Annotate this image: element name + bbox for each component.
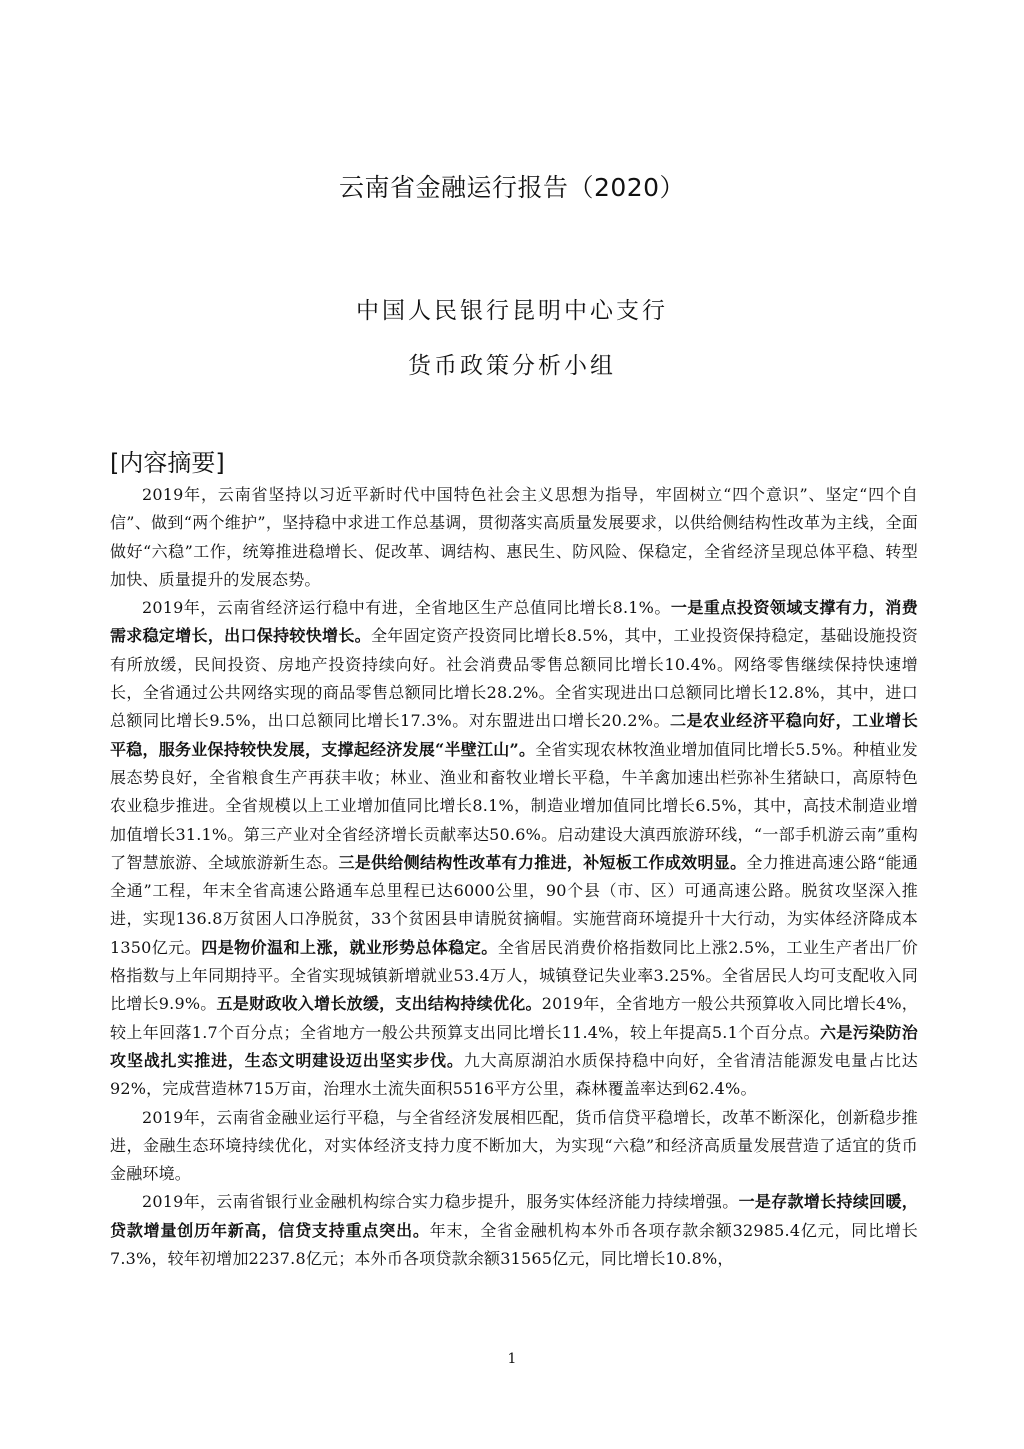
paragraph-text: 2019年，云南省经济运行稳中有进，全省地区生产总值同比增长8.1%。 (142, 598, 671, 618)
section-heading: [内容摘要] (110, 449, 225, 477)
paragraph-text: 2019年，全省地方一般公共预算收入同比增长4%，较上年回落1.7个百分点；全省地方一般公共预算支出同比增长11.4%，较上年提高5.1个百分点。 (110, 994, 918, 1042)
body-paragraph (110, 481, 918, 594)
bold-key-point: 三是供给侧结构性改革有力推进，补短板工作成效明显。 (338, 852, 747, 872)
bold-key-point: 二是农业经济平稳向好，工业增长平稳，服务业保持较快发展，支撑起经济发展“半壁江山”。 (110, 711, 918, 759)
paragraph-text: 九大高原湖泊水质保持稳中向好，全省清洁能源发电量占比达92%，完成营造林715万亩，治理水土流失面积5516平方公里，森林覆盖率达到62.4%。 (110, 1050, 918, 1099)
paragraph-text: 年末，全省金融机构本外币各项存款余额32985.4亿元，同比增长7.3%，较年初增加2237.8亿元；本外币各项贷款余额31565亿元，同比增长10.8%， (110, 1220, 918, 1269)
bold-key-point: 一是重点投资领域支撑有力，消费需求稳定增长，出口保持较快增长。 (110, 598, 918, 646)
body-paragraph (110, 594, 918, 1103)
paragraph-text: 全省居民消费价格指数同比上涨2.5%，工业生产者出厂价格指数与上年同期持平。全省实现城镇新增就业53.4万人，城镇登记失业率3.25%。全省居民人均可支配收入同比增长9.9%。 (110, 937, 918, 1014)
bold-key-point: 四是物价温和上涨，就业形势总体稳定。 (201, 937, 498, 957)
paragraph-text: 全年固定资产投资同比增长8.5%，其中，工业投资保持稳定，基础设施投资有所放缓，民间投资、房地产投资持续向好。社会消费品零售总额同比增长10.4%。网络零售继续保持快速增长，全省通过公共网络实现的商品零售总额同比增长28.2%。全省实现进出口总额同比增长12.8%，其中，进口总额同比增长9.5%，出口总额同比增长17.3%。对东盟进出口增长20.2%。 (110, 626, 918, 731)
body-paragraph (110, 1104, 918, 1189)
page-number: 1 (507, 1351, 517, 1367)
author-group: 货币政策分析小组 (408, 353, 616, 379)
author-organization: 中国人民银行昆明中心支行 (356, 298, 668, 324)
paragraph-text: 2019年，云南省银行业金融机构综合实力稳步提升，服务实体经济能力持续增强。 (142, 1192, 739, 1212)
paragraph-text: 全力推进高速公路“能通全通”工程，年末全省高速公路通车总里程已达6000公里，90个县（市、区）可通高速公路。脱贫攻坚深入推进，实现136.8万贫困人口净脱贫，33个贫困县申请脱贫摘帽。实施营商环境提升十大行动，为实体经济降成本1350亿元。 (110, 852, 918, 957)
document-body (110, 481, 918, 1273)
paragraph-text: 2019年，云南省坚持以习近平新时代中国特色社会主义思想为指导，牢固树立“四个意识”、坚定“四个自信”、做到“两个维护”，坚持稳中求进工作总基调，贯彻落实高质量发展要求，以供给侧结构性改革为主线，全面做好“六稳”工作，统筹推进稳增长、促改革、调结构、惠民生、防风险、保稳定，全省经济呈现总体平稳、转型加快、质量提升的发展态势。 (110, 485, 918, 589)
bold-key-point: 一是存款增长持续回暖，贷款增量创历年新高，信贷支持重点突出。 (110, 1192, 918, 1240)
bold-key-point: 六是污染防治攻坚战扎实推进，生态文明建设迈出坚实步伐。 (110, 1022, 918, 1070)
bold-key-point: 五是财政收入增长放缓，支出结构持续优化。 (216, 994, 542, 1014)
document-title: 云南省金融运行报告（2020） (338, 173, 686, 202)
paragraph-text: 全省实现农林牧渔业增加值同比增长5.5%。种植业发展态势良好，全省粮食生产再获丰收；林业、渔业和畜牧业增长平稳，牛羊禽加速出栏弥补生猪缺口，高原特色农业稳步推进。全省规模以上工业增加值同比增长8.1%，制造业增加值同比增长6.5%，其中，高技术制造业增加值增长31.1%。第三产业对全省经济增长贡献率达50.6%。启动建设大滇西旅游环线，“一部手机游云南”重构了智慧旅游、全域旅游新生态。 (110, 739, 918, 872)
body-paragraph (110, 1188, 918, 1273)
paragraph-text: 2019年，云南省金融业运行平稳，与全省经济发展相匹配，货币信贷平稳增长，改革不断深化，创新稳步推进，金融生态环境持续优化，对实体经济支持力度不断加大，为实现“六稳”和经济高质量发展营造了适宜的货币金融环境。 (110, 1107, 918, 1184)
